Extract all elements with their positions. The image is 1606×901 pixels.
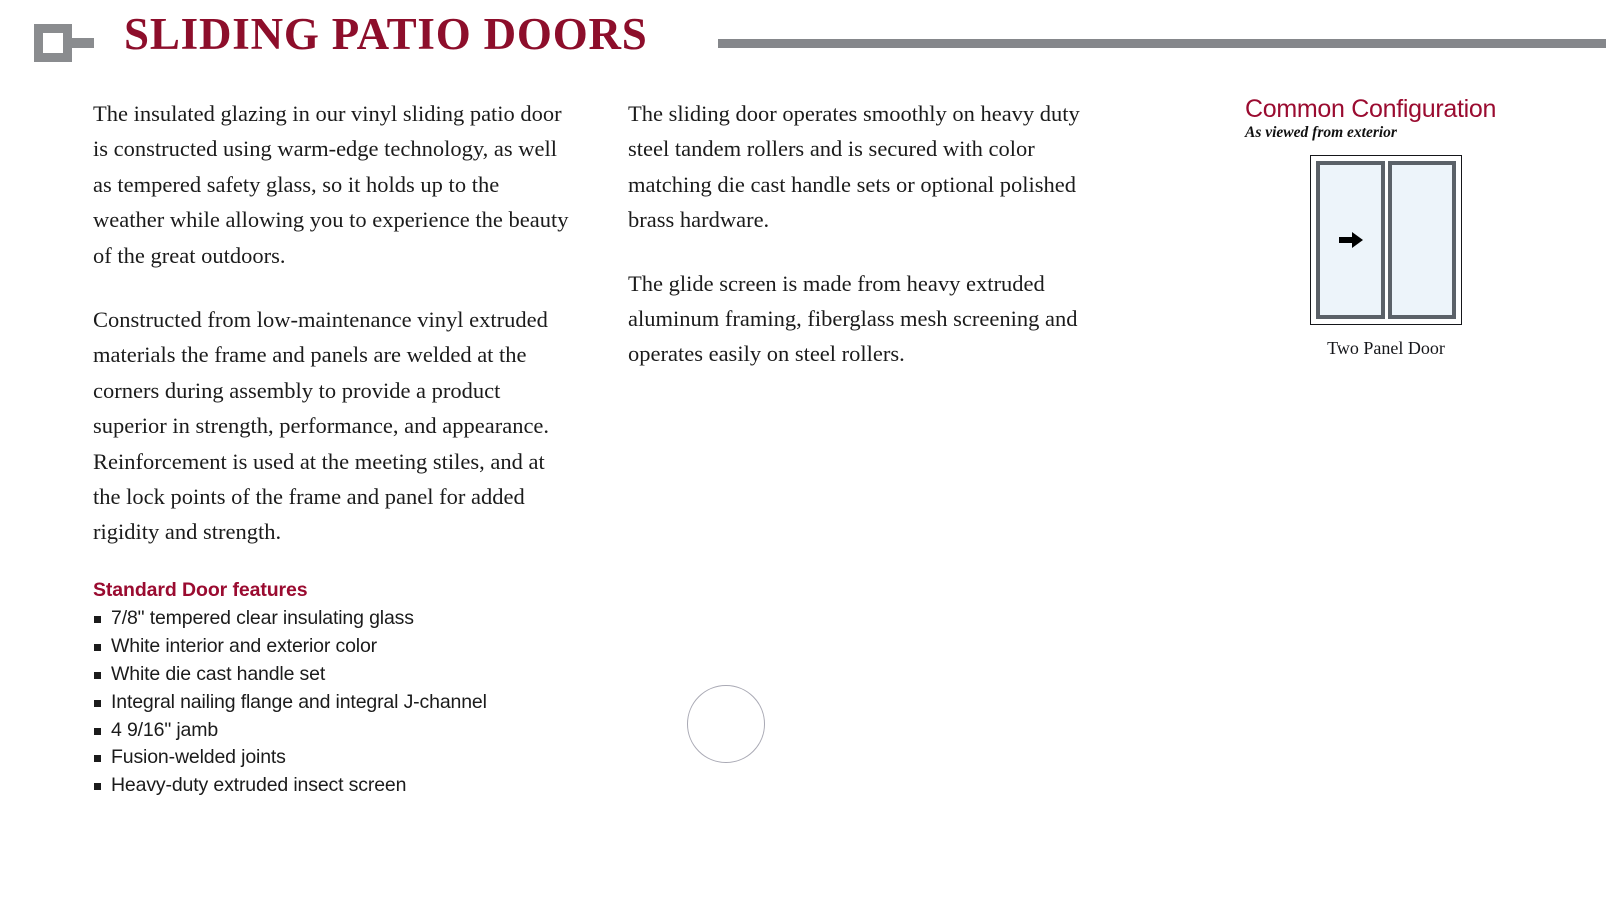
square-bullet-icon [94,728,101,735]
list-item-label: Integral nailing flange and integral J-channel [111,690,487,713]
list-item-label: White interior and exterior color [111,634,377,657]
list-item [93,772,575,800]
standard-features-block [93,579,575,800]
list-item [93,744,575,772]
arrow-shaft [1339,237,1352,243]
list-item-label: 4 9/16" jamb [111,718,219,741]
door-panel-fixed [1388,161,1457,319]
door-panel-sliding [1316,161,1385,319]
list-item-label: 7/8" tempered clear insulating glass [111,606,414,629]
two-panel-door-diagram [1310,155,1462,325]
square-bullet-icon [94,644,101,651]
square-bullet-icon [94,700,101,707]
list-item [93,605,575,633]
standard-features-heading: Standard Door features [93,578,308,601]
page-header [0,0,1606,78]
door-panel-icon [34,24,74,62]
door-diagram-caption: Two Panel Door [1327,338,1445,358]
cursor-ring [687,685,765,763]
square-bullet-icon [94,616,101,623]
arrow-head [1352,232,1363,248]
door-outer-frame [1310,155,1462,325]
paragraph-rollers: The sliding door operates smoothly on heavy duty steel tandem rollers and is secured with color matching die cast handle sets or optional polished brass hardware. [628,101,1080,233]
door-panel-icon-square [34,24,72,62]
square-bullet-icon [94,672,101,679]
list-item-label: Fusion-welded joints [111,746,286,769]
list-item [93,689,575,717]
page-title: SLIDING PATIO DOORS [124,9,648,59]
list-item [93,717,575,745]
paragraph-construction: Constructed from low-maintenance vinyl extruded materials the frame and panels are welded at the corners during assembly to provide a product superior in strength, performance, and appearance. Reinforcement is used at the meeting stiles, and at the lock points of the frame and panel for added rigidity and strength. [93,307,550,545]
left-column [93,96,575,800]
header-divider [718,39,1606,48]
common-configuration-subtitle: As viewed from exterior [1245,124,1397,141]
common-configuration-title: Common Configuration [1245,95,1497,123]
list-item-label: White die cast handle set [111,662,326,685]
door-panels [1316,161,1456,319]
middle-column [628,96,1108,400]
door-panel-icon-tab [70,38,94,48]
square-bullet-icon [94,783,101,790]
paragraph-glide-screen: The glide screen is made from heavy extruded aluminum framing, fiberglass mesh screening and operates easily on steel rollers. [628,270,1078,367]
list-item [93,633,575,661]
square-bullet-icon [94,755,101,762]
paragraph-glazing: The insulated glazing in our vinyl sliding patio door is constructed using warm-edge technology, as well as tempered safety glass, so it holds up to the weather while allowing you to experience the beauty of the great outdoors. [93,101,569,268]
list-item [93,661,575,689]
standard-features-list [93,605,575,800]
right-column [1245,96,1545,142]
list-item-label: Heavy-duty extruded insect screen [111,774,407,797]
